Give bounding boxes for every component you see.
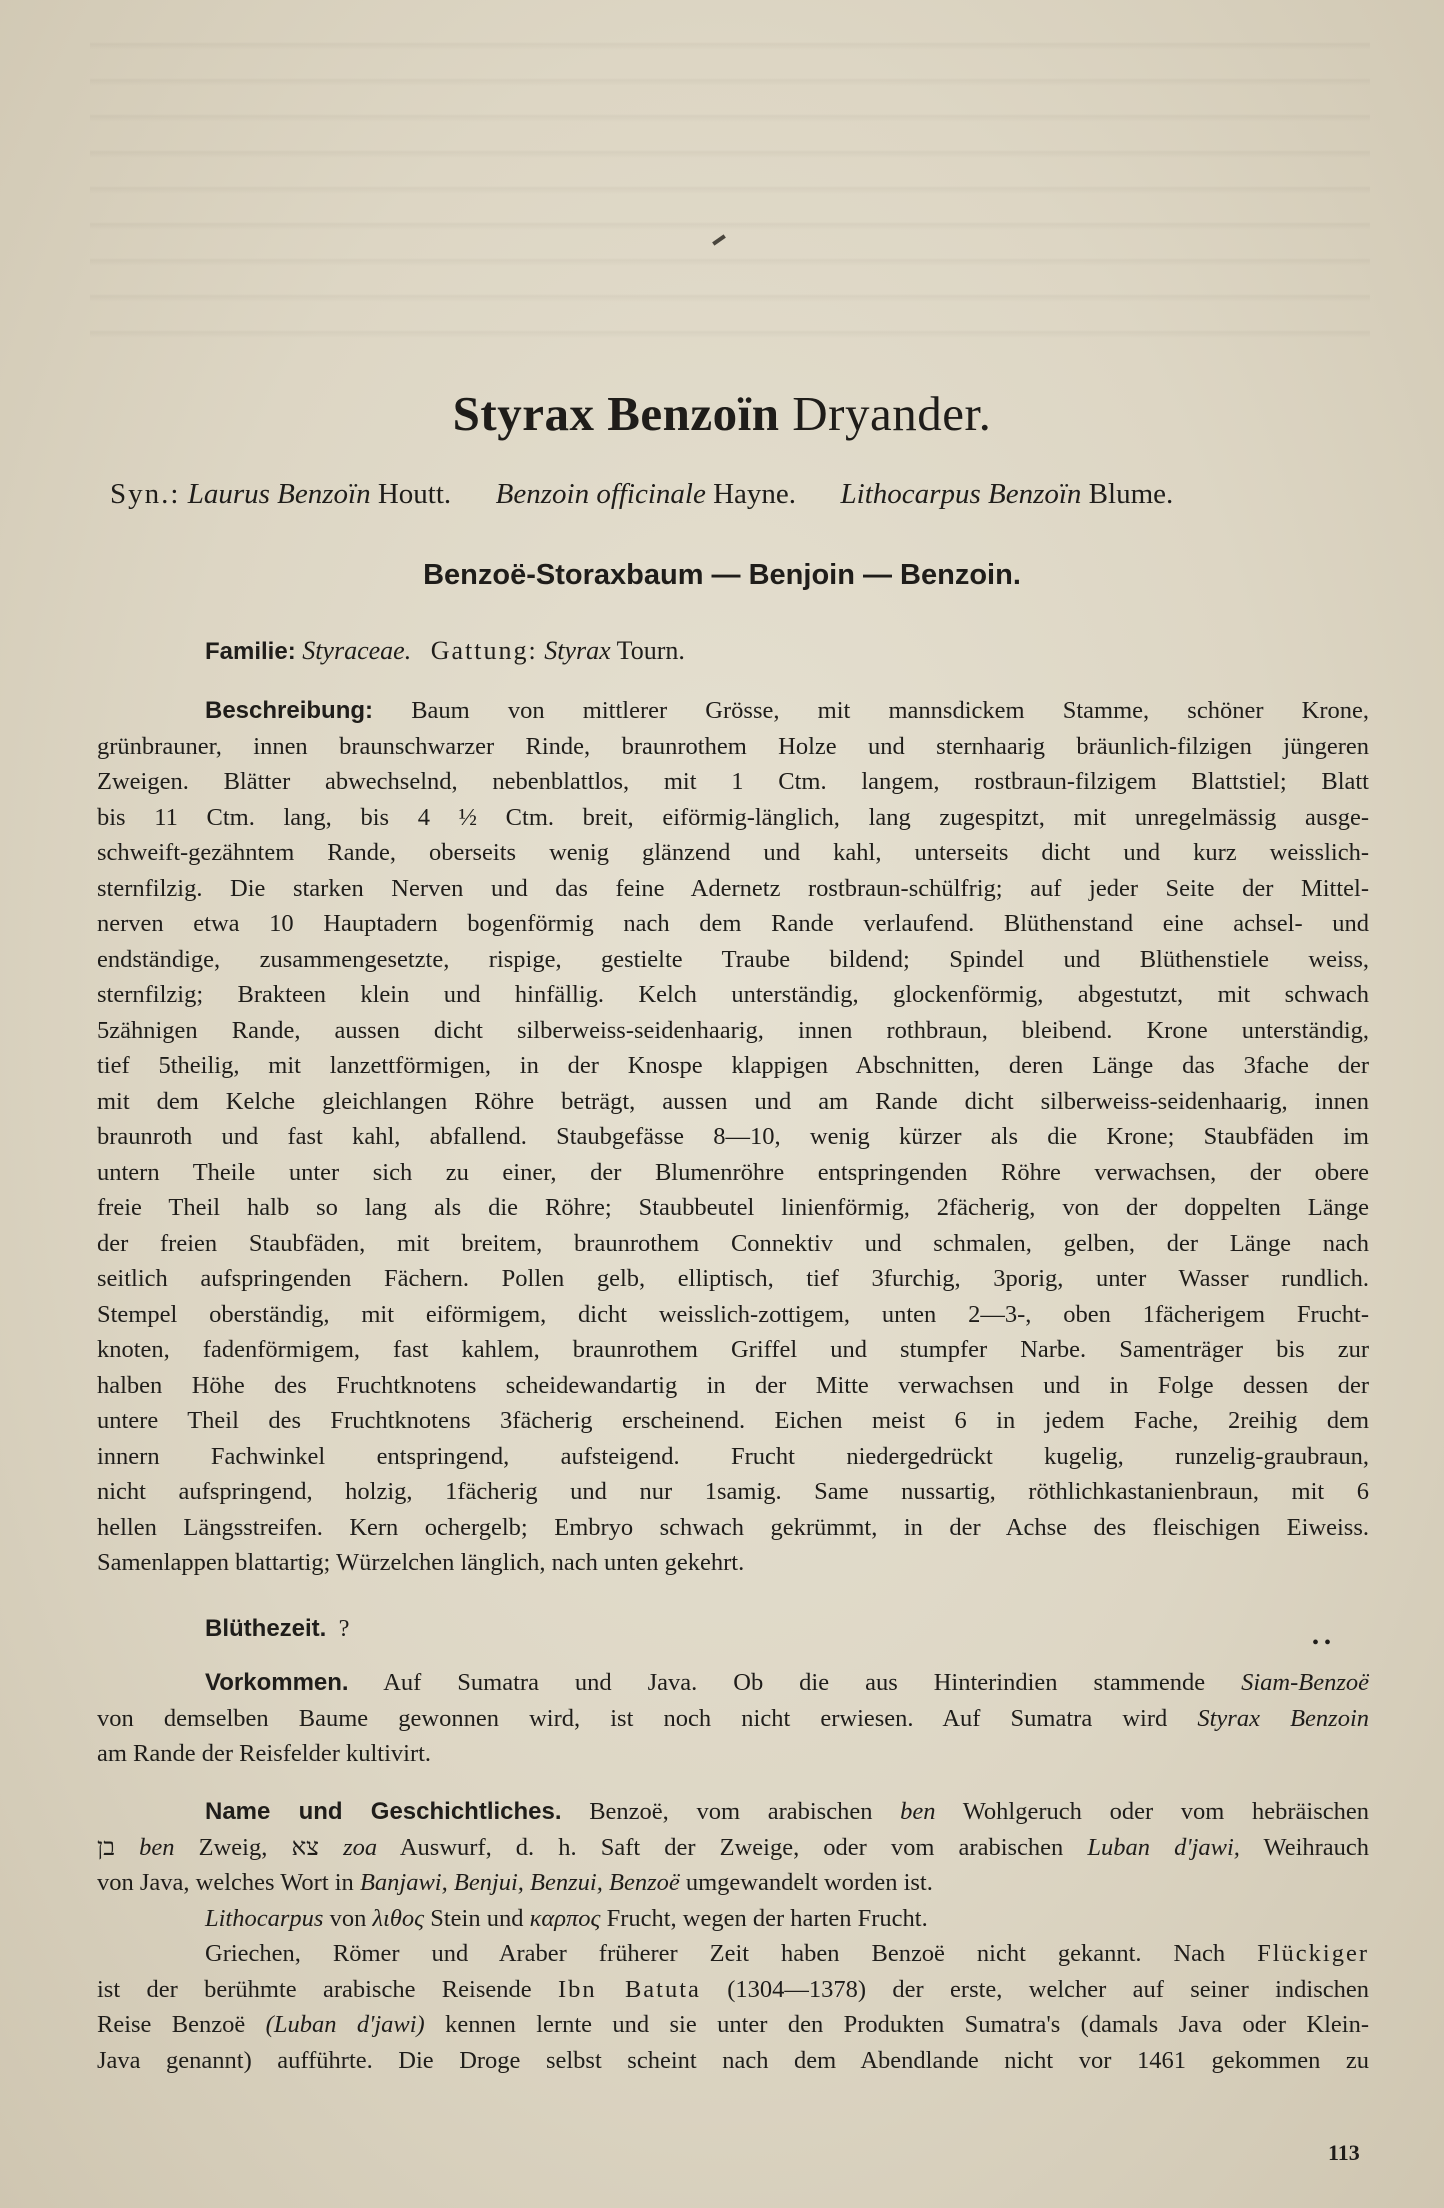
beschreibung-section: [97, 693, 1369, 1646]
synonym-name: Benzoin officinale: [495, 478, 706, 510]
text-line: der freien Staubfäden, mit breitem, braunrothem Connektiv und schmalen, gelben, der Länge nach: [97, 1229, 1369, 1257]
hebrew-word: בן: [97, 1833, 116, 1861]
text-span: Frucht, wegen der harten Frucht.: [606, 1904, 928, 1932]
person-name: Flückiger: [1257, 1940, 1369, 1967]
text-line: bis 11 Ctm. lang, bis 4 ½ Ctm. breit, eiförmig-länglich, lang zugespitzt, mit unregelmässig ausge-: [97, 803, 1369, 831]
bleed-through-text: [90, 20, 1370, 350]
bluethezeit-value: ?: [338, 1614, 350, 1642]
text-line: Samenlappen blattartig; Würzelchen länglich, nach unten gekehrt.: [97, 1549, 745, 1576]
text-line: [97, 1936, 1369, 1972]
text-line: schweift-gezähntem Rande, oberseits wenig glänzend und kahl, unterseits dicht und kurz weisslich-: [97, 839, 1369, 866]
name-geschichte-heading: Name und Geschichtliches.: [205, 1798, 562, 1825]
page-title: [0, 384, 1444, 444]
text-span: von: [329, 1904, 367, 1932]
text-span: Lithocarpus: [205, 1904, 324, 1932]
text-line: tief 5theilig, mit lanzettförmigen, in der Knospe klappigen Abschnitten, deren Länge das 3fache der: [97, 1052, 1369, 1079]
beschreibung-heading: Beschreibung:: [205, 697, 374, 724]
bluethezeit-heading: Blüthezeit.: [205, 1614, 327, 1642]
text-line: nicht aufspringend, holzig, 1fächerig und nur 1samig. Same nussartig, röthlichkastanienbraun, mit 6: [97, 1478, 1369, 1505]
text-line: Java genannt) aufführte. Die Droge selbst scheint nach dem Abendlande nicht vor 1461 gekommen zu: [97, 2046, 1369, 2074]
text-line: [97, 693, 1369, 729]
common-names: Benzoë-Storaxbaum — Benjoin — Benzoin.: [423, 559, 1021, 591]
text-line: sternfilzig. Die starken Nerven und das feine Adernetz rostbraun-schülfrig; auf jeder Seite der Mittel-: [97, 874, 1369, 902]
text-line: seitlich aufspringenden Fächern. Pollen gelb, elliptisch, tief 3furchig, 3porig, unter Wasser rundlich.: [97, 1265, 1369, 1292]
species-author: Dryander.: [792, 386, 992, 441]
text-span: ben: [139, 1833, 175, 1861]
text-span: Auf Sumatra und Java. Ob die aus Hinterindien stammende: [383, 1669, 1206, 1696]
text-line: 5zähnigen Rande, aussen dicht silberweiss-seidenhaarig, innen rothbraun, bleibend. Krone unterständig,: [97, 1016, 1369, 1044]
greek-word: καρπος: [529, 1904, 601, 1932]
text-line: hellen Längsstreifen. Kern ochergelb; Embryo schwach gekrümmt, in der Achse des fleischigen Eiweiss.: [97, 1513, 1369, 1541]
text-line: grünbrauner, innen braunschwarzer Rinde, braunrothem Holze und sternhaarig bräunlich-filzigen jüngeren: [97, 732, 1369, 760]
vorkommen-section: [97, 1665, 1369, 1772]
text-span: von demselben Baume gewonnen wird, ist noch nicht erwiesen. Auf Sumatra wird: [97, 1704, 1168, 1732]
synonym-author: Blume.: [1088, 478, 1174, 510]
text-span: ben: [900, 1798, 936, 1825]
text-span: Siam-Benzoë: [1241, 1669, 1369, 1696]
text-span: Auswurf, d. h. Saft der Zweige, oder vom arabischen: [399, 1833, 1064, 1861]
text-line: Stempel oberständig, mit eiförmigem, dicht weisslich-zottigem, unten 2—3-, oben 1fächerigem Frucht-: [97, 1300, 1369, 1328]
synonym-name: Laurus Benzoïn: [187, 478, 371, 510]
text-span: Styrax Benzoin: [1197, 1704, 1369, 1732]
text-line: knoten, fadenförmigem, fast kahlem, braunrothem Griffel und stumpfer Narbe. Samenträger bis zur: [97, 1336, 1369, 1363]
hebrew-word: צא: [291, 1833, 319, 1861]
text-span: Baum von mittlerer Grösse, mit mannsdickem Stamme, schöner Krone,: [411, 697, 1369, 724]
synonyms-label: Syn.:: [110, 478, 181, 510]
page-number: 113: [1328, 2140, 1360, 2165]
familie-line: [205, 633, 685, 670]
synonyms: [110, 474, 1350, 514]
synonym-name: Lithocarpus Benzoïn: [840, 478, 1082, 510]
text-line: [97, 1901, 1369, 1937]
text-line: [97, 1972, 1369, 2008]
text-span: Weihrauch: [1263, 1833, 1369, 1861]
text-line: braunroth und fast kahl, abfallend. Staubgefässe 8—10, wenig kürzer als die Krone; Staubfäden im: [97, 1123, 1369, 1150]
text-line: [97, 1665, 1369, 1701]
text-span: Zweig,: [198, 1833, 268, 1861]
gattung-label: Gattung:: [430, 636, 538, 665]
familie-value: Styraceae.: [302, 636, 412, 665]
gattung-value: Styrax: [544, 636, 611, 665]
text-span: (Luban d'jawi): [265, 2011, 425, 2038]
text-span: Banjawi, Benjui, Benzui, Benzoë: [359, 1869, 680, 1896]
text-line: untern Theile unter sich zu einer, der Blumenröhre entspringenden Röhre verwachsen, der obere: [97, 1158, 1369, 1186]
species-name: Styrax Benzoïn: [452, 386, 780, 441]
text-span: Griechen, Römer und Araber früherer Zeit haben Benzoë nicht gekannt. Nach: [205, 1940, 1226, 1967]
text-line: [97, 2007, 1369, 2043]
greek-word: λιθος: [372, 1904, 425, 1932]
text-line: [97, 1865, 1369, 1901]
name-geschichte-section: [97, 1794, 1369, 2078]
text-line: Zweigen. Blätter abwechselnd, nebenblattlos, mit 1 Ctm. langem, rostbraun-filzigem Blattstiel; Blatt: [97, 768, 1369, 795]
text-span: Reise Benzoë: [97, 2011, 246, 2038]
text-span: kennen lernte und sie unter den Produkten Sumatra's (damals Java oder Klein-: [445, 2011, 1369, 2038]
text-span: ist der berühmte arabische Reisende: [97, 1975, 532, 2003]
vorkommen-heading: Vorkommen.: [205, 1669, 349, 1696]
text-span: von Java, welches Wort in: [97, 1869, 354, 1896]
text-line: innern Fachwinkel entspringend, aufsteigend. Frucht niedergedrückt kugelig, runzelig-graubraun,: [97, 1442, 1369, 1470]
text-line: [97, 1830, 1369, 1866]
person-name: Ibn Batuta: [557, 1975, 701, 2003]
text-span: Wohlgeruch oder vom hebräischen: [962, 1798, 1369, 1825]
text-line: sternfilzig; Brakteen klein und hinfällig. Kelch unterständig, glockenförmig, abgestutzt, mit schwach: [97, 981, 1369, 1008]
synonym-author: Houtt.: [377, 478, 452, 510]
text-span: umgewandelt worden ist.: [685, 1869, 933, 1896]
bluethezeit-line: [97, 1611, 1369, 1647]
text-span: Stein und: [430, 1904, 524, 1932]
text-line: untere Theil des Fruchtknotens 3fächerig erscheinend. Eichen meist 6 in jedem Fache, 2reihig dem: [97, 1407, 1369, 1434]
synonym-author: Hayne.: [713, 478, 797, 510]
text-line: am Rande der Reisfelder kultivirt.: [97, 1740, 432, 1767]
text-line: nerven etwa 10 Hauptadern bogenförmig nach dem Rande verlaufend. Blüthenstand eine achsel- und: [97, 910, 1369, 937]
text-line: freie Theil halb so lang als die Röhre; Staubbeutel linienförmig, 2fächerig, von der doppelten Länge: [97, 1194, 1369, 1221]
text-span: Benzoë, vom arabischen: [589, 1798, 873, 1825]
text-line: [97, 1701, 1369, 1737]
text-span: (1304—1378) der erste, welcher auf seiner indischen: [727, 1975, 1369, 2003]
familie-label: Familie:: [205, 638, 296, 665]
gattung-author: Tourn.: [616, 636, 685, 665]
text-span: zoa: [343, 1833, 378, 1861]
text-line: halben Höhe des Fruchtknotens scheidewandartig in der Mitte verwachsen und in Folge dessen der: [97, 1371, 1369, 1399]
text-line: [97, 1794, 1369, 1830]
text-line: mit dem Kelche gleichlangen Röhre beträgt, aussen und am Rande dicht silberweiss-seidenhaarig, innen: [97, 1087, 1369, 1115]
text-line: endständige, zusammengesetzte, rispige, gestielte Traube bildend; Spindel und Blüthenstiele weiss,: [97, 945, 1369, 973]
stray-dots: • •: [1312, 1632, 1332, 1654]
text-span: Luban d'jawi,: [1087, 1833, 1240, 1861]
